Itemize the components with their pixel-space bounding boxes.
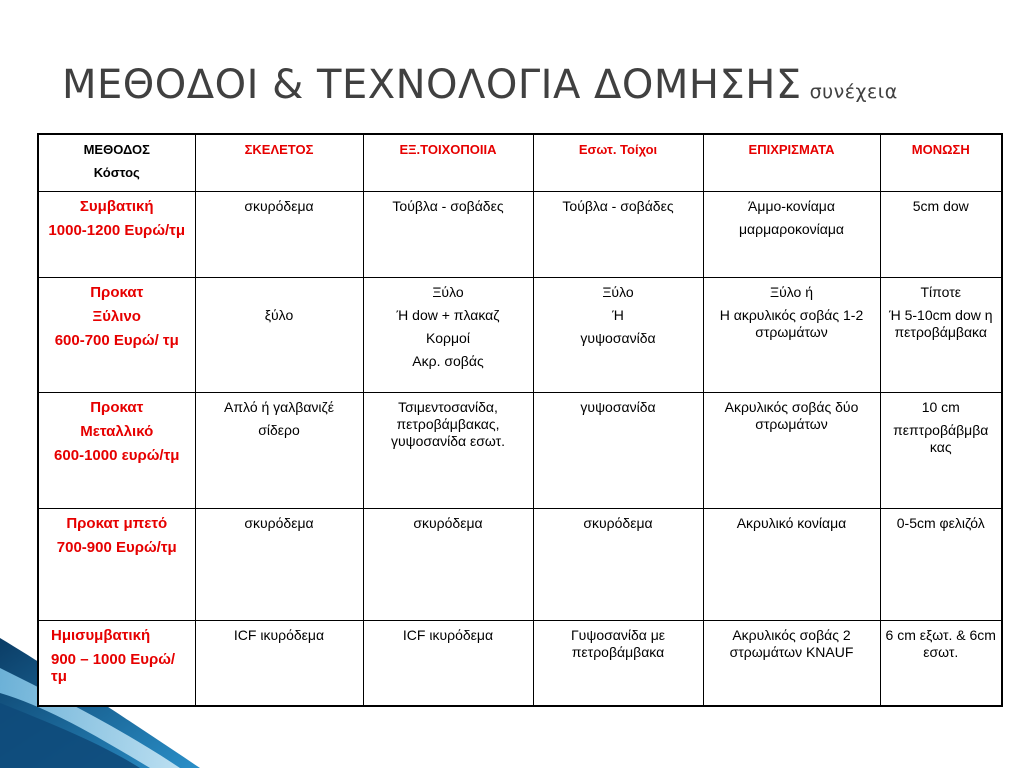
skeleton-cell — [195, 392, 363, 508]
header-external-walls: ΕΞ.ΤΟΙΧΟΠΟΙΙΑ — [363, 134, 533, 191]
method-cost: 600-1000 ευρώ/τμ — [54, 446, 180, 464]
cell-text: σκυρόδεμα — [413, 514, 483, 531]
cell-text: 6 cm εξωτ. & 6cm εσωτ. — [885, 626, 996, 660]
cell-text: σκυρόδεμα — [244, 514, 314, 531]
cell-text: Ή 5-10cm dow η πετροβάμβακα — [888, 306, 993, 340]
cell-text: Ακρ. σοβάς — [412, 352, 484, 369]
internal-walls-cell — [533, 277, 703, 392]
cell-text: πεπτροβάβμβα κας — [893, 421, 989, 455]
cell-text: Τούβλα - σοβάδες — [392, 197, 504, 214]
header-skeleton: ΣΚΕΛΕΤΟΣ — [195, 134, 363, 191]
cell-text: Ακρυλικός σοβάς δύο στρωμάτων — [724, 398, 859, 432]
method-name: Προκατ — [90, 283, 144, 301]
method-cost: 900 – 1000 Ευρώ/τμ — [51, 650, 176, 685]
skeleton-cell — [195, 620, 363, 706]
insulation-cell — [880, 191, 1002, 277]
cell-text: Τίποτε — [920, 283, 961, 300]
cell-text: σίδερο — [258, 421, 300, 438]
header-cost-label: Κόστος — [93, 165, 140, 180]
coatings-cell — [703, 191, 880, 277]
insulation-cell — [880, 277, 1002, 392]
coatings-cell — [703, 508, 880, 620]
skeleton-cell — [195, 191, 363, 277]
coatings-cell — [703, 392, 880, 508]
cell-text: Ξύλο — [432, 283, 464, 300]
cell-text: Ακρυλικός σοβάς 2 στρωμάτων KNAUF — [729, 626, 854, 660]
table-row — [38, 620, 1002, 706]
method-cost: 600-700 Ευρώ/ τμ — [54, 331, 179, 349]
header-method-label: ΜΕΘΟΔΟΣ — [83, 142, 150, 157]
external-walls-cell — [363, 392, 533, 508]
method-cell — [38, 392, 195, 508]
internal-walls-cell — [533, 191, 703, 277]
header-internal-walls: Εσωτ. Τοίχοι — [533, 134, 703, 191]
slide-title — [62, 62, 898, 108]
method-cell — [38, 508, 195, 620]
method-cell — [38, 191, 195, 277]
cell-text: σκυρόδεμα — [583, 514, 653, 531]
cell-text: Τσιμεντοσανίδα, πετροβάμβακας, γυψοσανίδα εσωτ. — [390, 398, 506, 449]
cell-text: Κορμοί — [426, 329, 470, 346]
method-name: Ημισυμβατική — [51, 626, 151, 644]
skeleton-cell — [195, 508, 363, 620]
method-cell — [38, 277, 195, 392]
internal-walls-cell — [533, 508, 703, 620]
cell-text: 10 cm — [921, 398, 960, 415]
table-row — [38, 392, 1002, 508]
cell-text: Άμμο-κονίαμα — [748, 197, 835, 214]
external-walls-cell — [363, 277, 533, 392]
cell-text: Ξύλο ή — [769, 283, 813, 300]
cell-text: Η ακρυλικός σοβάς 1-2 στρωμάτων — [719, 306, 864, 340]
cell-text: Ξύλο — [602, 283, 634, 300]
title-subtitle: συνέχεια — [809, 81, 898, 103]
cell-text: Ή dow + πλακαζ — [396, 306, 500, 323]
method-name: Συμβατική — [79, 197, 154, 215]
header-method-cost — [38, 134, 195, 191]
external-walls-cell — [363, 191, 533, 277]
cell-text: Απλό ή γαλβανιζέ — [224, 398, 334, 415]
construction-methods-table — [37, 133, 1003, 707]
method-cell — [38, 620, 195, 706]
header-coatings: ΕΠΙΧΡΙΣΜΑΤΑ — [703, 134, 880, 191]
cell-text: γυψοσανίδα — [580, 398, 656, 415]
cell-text: 0-5cm φελιζόλ — [896, 514, 985, 531]
method-cost: 1000-1200 Ευρώ/τμ — [48, 221, 186, 239]
external-walls-cell — [363, 620, 533, 706]
cell-text: γυψοσανίδα — [580, 329, 656, 346]
cell-text: Τούβλα - σοβάδες — [562, 197, 674, 214]
internal-walls-cell — [533, 392, 703, 508]
table-row — [38, 277, 1002, 392]
cell-text: μαρμαροκονίαμα — [738, 220, 844, 237]
insulation-cell — [880, 508, 1002, 620]
external-walls-cell — [363, 508, 533, 620]
cell-text: ICF ικυρόδεμα — [233, 626, 325, 643]
method-cost: 700-900 Ευρώ/τμ — [56, 538, 177, 556]
cell-text: Γυψοσανίδα με πετροβάμβακα — [570, 626, 666, 660]
method-name: Προκατ — [90, 398, 144, 416]
insulation-cell — [880, 392, 1002, 508]
internal-walls-cell — [533, 620, 703, 706]
cell-text: ICF ικυρόδεμα — [402, 626, 494, 643]
insulation-cell — [880, 620, 1002, 706]
method-name: Προκατ μπετό — [66, 514, 168, 532]
header-insulation: ΜΟΝΩΣΗ — [880, 134, 1002, 191]
coatings-cell — [703, 620, 880, 706]
coatings-cell — [703, 277, 880, 392]
method-type: Μεταλλικό — [80, 422, 154, 440]
table-row — [38, 508, 1002, 620]
table-header-row — [38, 134, 1002, 191]
cell-text: 5cm dow — [912, 197, 969, 214]
cell-text: ξύλο — [264, 306, 294, 323]
cell-text: Ακρυλικό κονίαμα — [736, 514, 847, 531]
title-text: ΜΕΘΟΔΟΙ & ΤΕΧΝΟΛΟΓΙΑ ΔΟΜΗΣΗΣ — [62, 62, 802, 108]
cell-text — [200, 284, 359, 301]
cell-text: Ή — [612, 306, 624, 323]
table-row — [38, 191, 1002, 277]
method-type: Ξύλινο — [92, 307, 141, 325]
skeleton-cell — [195, 277, 363, 392]
cell-text: σκυρόδεμα — [244, 197, 314, 214]
